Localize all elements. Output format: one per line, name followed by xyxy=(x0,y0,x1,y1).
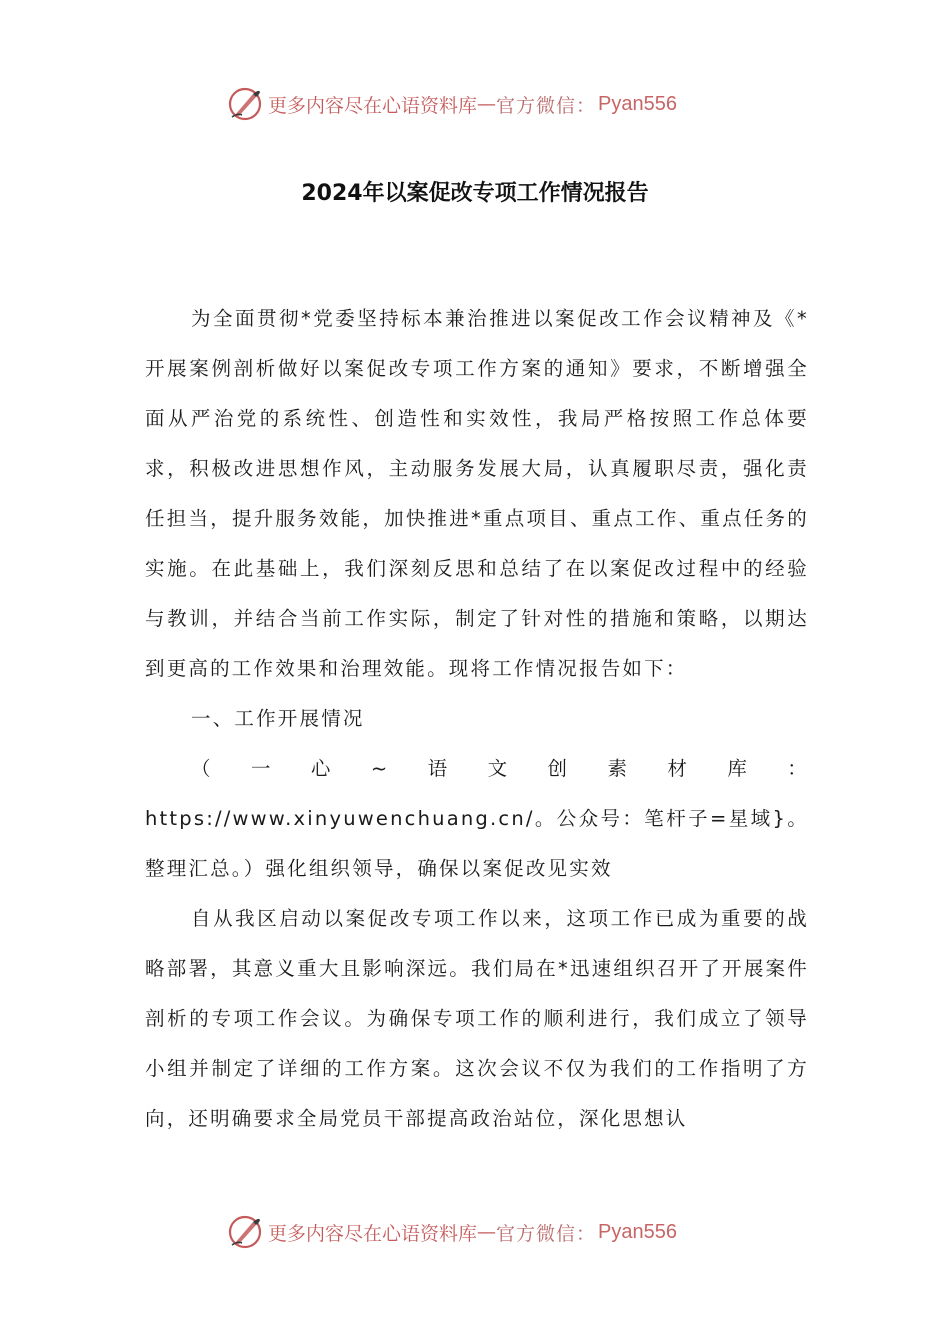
document-body xyxy=(145,294,809,1144)
document-title: 2024年以案促改专项工作情况报告 xyxy=(301,181,649,206)
watermark-dash: — xyxy=(477,93,497,115)
watermark-dash: — xyxy=(477,1221,497,1243)
watermark-official-label: 官方微信： xyxy=(496,1222,597,1245)
quill-logo-icon xyxy=(226,1213,264,1251)
watermark-main-text: 更多内容尽在心语资料库 xyxy=(268,1222,478,1245)
watermark-main-text: 更多内容尽在心语资料库 xyxy=(268,94,478,117)
paragraph-body: 自从我区启动以案促改专项工作以来，这项工作已成为重要的战略部署，其意义重大且影响深远。我们局在*迅速组织召开了开展案件剖析的专项工作会议。为确保专项工作的顺利进行，我们成立了领导小组并制定了详细的工作方案。这次会议不仅为我们的工作指明了方向，还明确要求全局党员干部提高政治站位，深化思想认 xyxy=(145,907,809,1130)
paragraph-intro: 为全面贯彻*党委坚持标本兼治推进以案促改工作会议精神及《*开展案例剖析做好以案促改专项工作方案的通知》要求，不断增强全面从严治党的系统性、创造性和实效性，我局严格按照工作总体要求，积极改进思想作风，主动服务发展大局，认真履职尽责，强化责任担当，提升服务效能，加快推进*重点项目、重点工作、重点任务的实施。在此基础上，我们深刻反思和总结了在以案促改过程中的经验与教训，并结合当前工作实际，制定了针对性的措施和策略，以期达到更高的工作效果和治理效能。现将工作情况报告如下： xyxy=(145,307,809,680)
subsection-heading: （一心~语文创素材库：https://www.xinyuwenchuang.cn/。公众号：笔杆子=星域}。整理汇总。）强化组织领导，确保以案促改见实效 xyxy=(145,757,809,880)
watermark-wechat-id: Pyan556 xyxy=(598,1220,677,1243)
section-heading: 一、工作开展情况 xyxy=(191,707,365,730)
watermark-official-label: 官方微信： xyxy=(496,94,597,117)
watermark-wechat-id: Pyan556 xyxy=(598,92,677,115)
quill-logo-icon xyxy=(226,85,264,123)
watermark-banner-bottom xyxy=(226,1212,746,1252)
watermark-banner-top xyxy=(226,84,746,124)
